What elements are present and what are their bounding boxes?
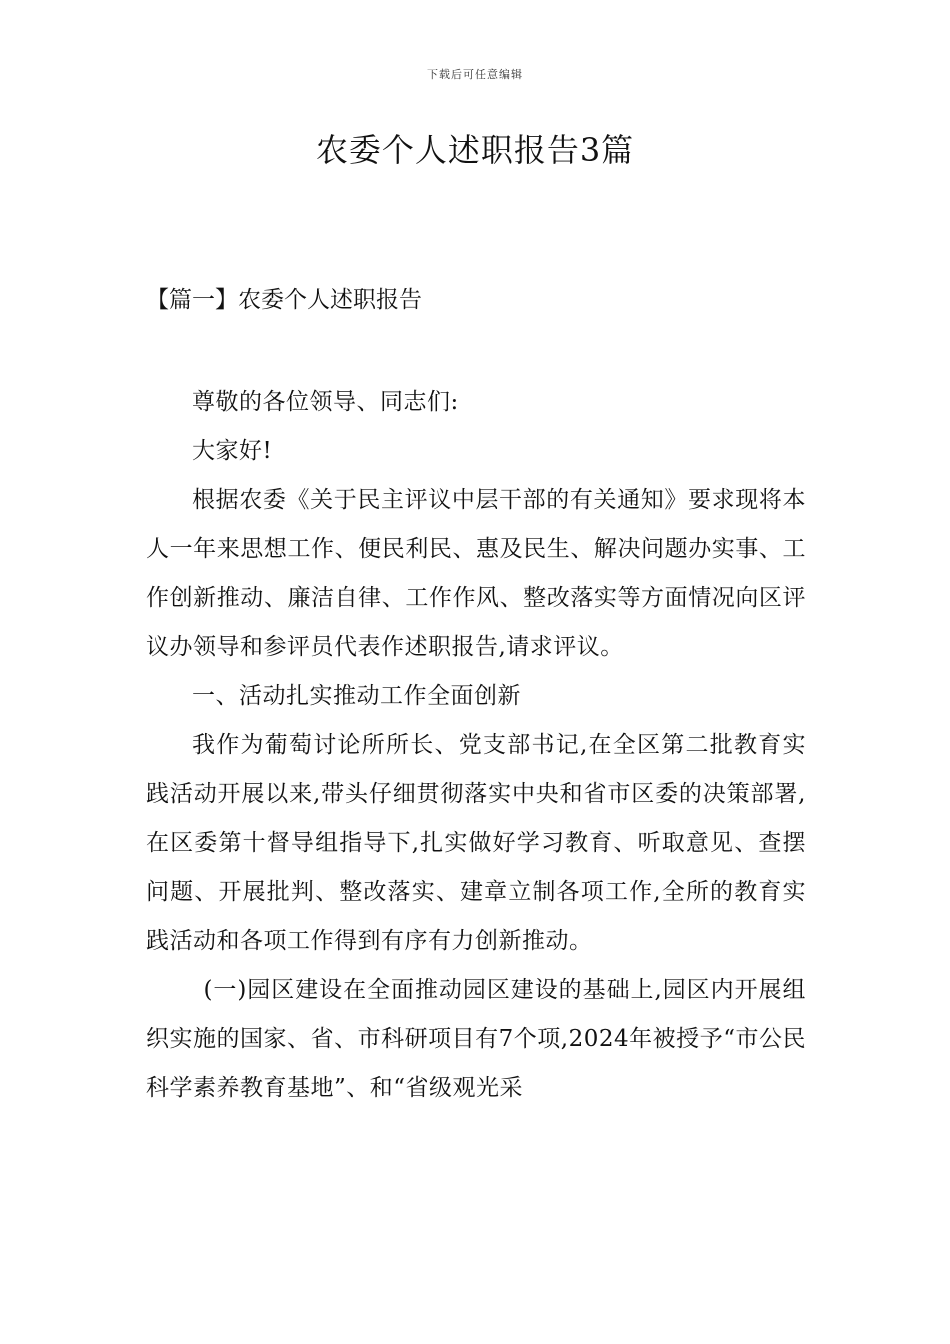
body-paragraph: (一)园区建设在全面推动园区建设的基础上,园区内开展组织实施的国家、省、市科研项目有7个项,2024年被授予“市公民科学素养教育基地”、和“省级观光采 [146, 977, 806, 1101]
header-note: 下载后可任意编辑 [427, 68, 523, 81]
section-heading: 【篇一】农委个人述职报告 [146, 287, 422, 313]
subsection-heading: 一、活动扎实推动工作全面创新 [192, 683, 521, 709]
greeting-paragraph: 大家好! [192, 438, 273, 464]
document-body [146, 378, 806, 1113]
intro-paragraph: 根据农委《关于民主评议中层干部的有关通知》要求现将本人一年来思想工作、便民利民、惠及民生、解决问题办实事、工作创新推动、廉洁自律、工作作风、整改落实等方面情况向区评议办领导和参评员代表作述职报告,请求评议。 [146, 487, 806, 660]
salutation-paragraph: 尊敬的各位领导、同志们: [192, 389, 459, 415]
document-title: 农委个人述职报告3篇 [315, 131, 635, 169]
body-paragraph: 我作为葡萄讨论所所长、党支部书记,在全区第二批教育实践活动开展以来,带头仔细贯彻落实中央和省市区委的决策部署,在区委第十督导组指导下,扎实做好学习教育、听取意见、查摆问题、开展批判、整改落实、建章立制各项工作,全所的教育实践活动和各项工作得到有序有力创新推动。 [146, 732, 806, 954]
